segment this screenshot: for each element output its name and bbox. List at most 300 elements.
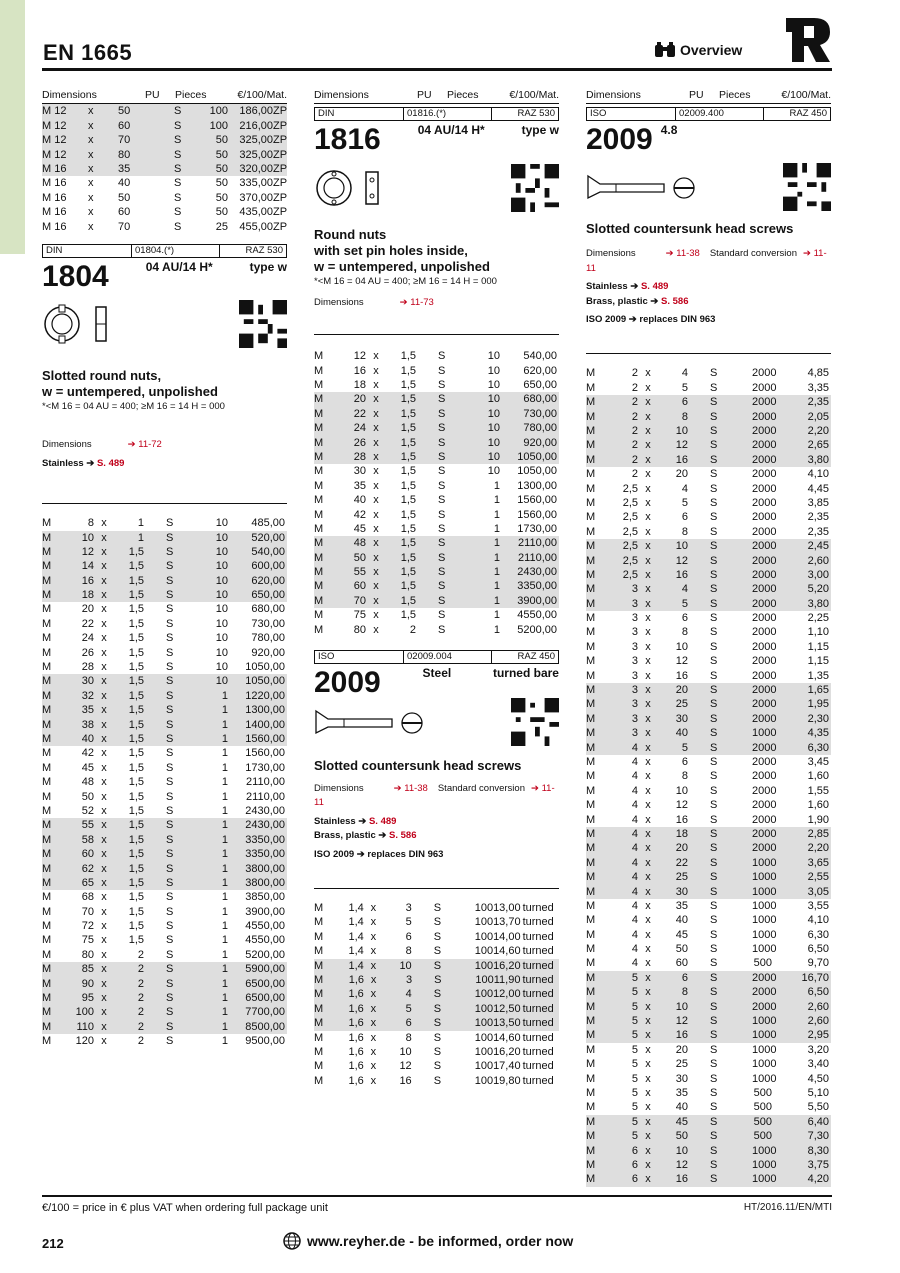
cell: 1,5 [128, 661, 144, 674]
cell: 1,6 [348, 1031, 364, 1044]
cell: M [586, 813, 596, 826]
cell: 3,00 [807, 568, 829, 581]
cell: 1 [221, 718, 228, 731]
cell: x [645, 425, 651, 437]
cell: M [42, 646, 52, 659]
cell: 2 [631, 367, 638, 380]
cell: 3 [631, 583, 638, 596]
table-row [42, 1034, 287, 1048]
cell: S [166, 1035, 174, 1048]
cell: M [586, 568, 596, 581]
cell: S [438, 393, 446, 406]
cell: x [88, 162, 94, 175]
cell: 4 [631, 755, 638, 768]
cell: x [373, 609, 379, 622]
table-row [314, 1031, 559, 1045]
cell: 1,60 [807, 770, 829, 783]
cell: ZP [273, 220, 288, 233]
cell: 2,05 [807, 410, 829, 423]
cell: S [166, 848, 174, 861]
table-row [42, 1005, 287, 1019]
cell: 10 [215, 603, 228, 616]
cell: M [314, 988, 324, 1001]
cell: 5900,00 [245, 963, 285, 976]
cell: x [88, 191, 94, 204]
cell: 75 [81, 934, 94, 947]
cell: S [166, 531, 174, 544]
dimensions-link[interactable]: ➔ 11-72 [127, 439, 162, 451]
cell: x [645, 367, 651, 380]
standard-box-2009: ISO 02009.400 RAZ 450 [586, 107, 831, 121]
cell: 42 [353, 508, 366, 521]
cell: S [710, 425, 718, 437]
cell: 2,5 [622, 568, 638, 581]
cell: 20 [675, 468, 688, 481]
cell: 1,5 [128, 862, 144, 875]
cell: S [438, 522, 446, 535]
cell: 1,5 [400, 537, 416, 550]
table-row [586, 1014, 831, 1028]
cell: 6500,00 [245, 992, 285, 1005]
cell: x [370, 916, 377, 929]
cell: S [166, 977, 174, 990]
cell: M [314, 609, 324, 622]
cell: 100 [474, 1031, 494, 1044]
cell: 58 [81, 833, 94, 846]
cell: S [166, 833, 174, 846]
cell: M [42, 1035, 52, 1048]
cell: 2000 [752, 612, 777, 625]
cell: 1 [221, 747, 228, 760]
cell: S [710, 597, 718, 610]
replaces-note: ISO 2009 ➔ replaces DIN 963 [314, 848, 444, 860]
table-row [42, 818, 287, 832]
cell: 2 [137, 992, 144, 1005]
cell: 1,6 [348, 1002, 364, 1015]
cell: 100 [474, 1017, 494, 1030]
table-row [314, 349, 559, 363]
cell: 24 [81, 632, 94, 645]
cell: 3,40 [807, 1058, 829, 1071]
cell: M [42, 560, 52, 573]
cell: M [314, 1074, 324, 1087]
table-row [42, 674, 287, 688]
stainless-link[interactable]: S. 489 [640, 281, 669, 293]
cell: 95 [81, 992, 94, 1005]
cell: x [101, 804, 107, 817]
cell: M [314, 1017, 324, 1030]
stainless-link[interactable]: S. 489 [368, 815, 397, 827]
cell: 3800,00 [245, 862, 285, 875]
cell: S [434, 974, 442, 987]
cell: 4 [681, 367, 688, 380]
product-type: type w [521, 123, 559, 138]
cell: 650,00 [251, 589, 285, 602]
cell: 1000 [752, 1173, 777, 1186]
cell: 1000 [752, 1144, 777, 1157]
cell: 1,6 [348, 1045, 364, 1058]
cell: x [373, 623, 379, 636]
cell: 2,35 [807, 525, 829, 538]
cell: x [101, 675, 107, 688]
cell: x [645, 1158, 651, 1171]
conversion-link[interactable]: ➔ 11-11 [314, 783, 555, 809]
cell: S [433, 1060, 442, 1073]
product-type: turned bare [492, 666, 559, 681]
cell: 3 [631, 655, 638, 668]
cell: x [101, 876, 107, 889]
table-row [586, 913, 831, 927]
cell: 4 [631, 885, 638, 898]
cell: 2 [631, 381, 638, 394]
cell: x [373, 580, 379, 593]
cell: 6,50 [807, 986, 829, 999]
cell: x [645, 770, 651, 783]
cell: ZP [273, 105, 288, 118]
cell: 30 [675, 885, 688, 898]
cell: 10 [215, 545, 228, 558]
cell: 5 [631, 1086, 638, 1099]
table-row [314, 392, 559, 406]
replaces-note: ISO 2009 ➔ replaces DIN 963 [586, 314, 716, 326]
cell: 1 [221, 1035, 228, 1048]
cell: 70 [81, 905, 94, 918]
cell: 3,75 [807, 1158, 829, 1171]
cell: x [645, 684, 651, 697]
cell: M [586, 842, 596, 855]
standard-box-1816: DIN 01816.(*) RAZ 530 [314, 107, 559, 121]
cell: 2,60 [807, 1015, 829, 1028]
table-row [586, 1158, 831, 1172]
cell: S [710, 468, 718, 481]
cell: 2 [631, 453, 638, 466]
cell: 5 [631, 1043, 638, 1056]
cell: 4 [681, 482, 688, 495]
table-row [42, 746, 287, 760]
stainless-link[interactable]: S. 489 [96, 457, 125, 469]
cell: 730,00 [251, 617, 285, 630]
table-row [42, 545, 287, 559]
stainless-label: Stainless ➔ [586, 281, 641, 293]
cell: x [645, 1144, 651, 1157]
cell: 1730,00 [517, 522, 557, 535]
cell: S [166, 517, 174, 530]
cell: x [373, 364, 379, 377]
cell: M [314, 1002, 324, 1015]
dimensions-link[interactable]: ➔ 11-38 [665, 248, 700, 260]
cell: 2000 [752, 554, 777, 567]
cell: 55 [81, 819, 94, 832]
table-row [42, 775, 287, 789]
cell: 1,5 [128, 574, 144, 587]
cell: 12 [675, 554, 688, 567]
cell: S [710, 626, 718, 639]
cell: 6500,00 [245, 977, 285, 990]
cell: 650,00 [523, 379, 557, 391]
cell: 8 [405, 1031, 412, 1044]
cell: 3,05 [807, 885, 829, 898]
column-1 [42, 88, 287, 1049]
cell: S [710, 1072, 718, 1085]
cell: 12 [399, 1060, 412, 1073]
cell: S [710, 511, 718, 524]
cell: x [101, 747, 107, 760]
cell: 1,5 [128, 876, 144, 889]
conversion-label: Standard conversion [437, 783, 525, 795]
cell: turned [522, 1045, 554, 1058]
cell: 1,5 [400, 465, 416, 478]
cell: 35 [353, 479, 366, 492]
website-link[interactable] [283, 1232, 573, 1250]
cell: 2000 [752, 755, 777, 768]
cell: 1 [493, 551, 500, 564]
cell: M [314, 1031, 324, 1044]
cell: turned [522, 959, 554, 972]
table-row [314, 565, 559, 579]
table-row [42, 617, 287, 631]
cell: 1000 [752, 1015, 777, 1028]
cell: S [710, 885, 718, 898]
cell: M [586, 640, 596, 653]
cell: M [314, 930, 324, 943]
table-row [586, 755, 831, 769]
qr-code-icon[interactable] [783, 163, 831, 211]
cell: 40 [353, 494, 366, 507]
cell: 2110,00 [246, 790, 285, 803]
cell: 100 [474, 959, 494, 972]
table-row [314, 930, 559, 944]
cell: 80 [118, 148, 131, 161]
qr-code-icon[interactable] [511, 698, 559, 746]
cell: 16 [675, 453, 688, 466]
cell: 8 [87, 517, 94, 530]
cell: S [166, 704, 174, 717]
cell: turned [522, 902, 554, 915]
dimensions-label: Dimensions [42, 439, 92, 451]
cell: 100 [474, 1045, 494, 1058]
cell: M [586, 943, 596, 956]
cell: 6 [681, 971, 688, 984]
cell: S [174, 105, 182, 118]
table-row [314, 436, 559, 450]
cell: M [586, 727, 596, 740]
cell: 1000 [752, 1029, 777, 1042]
cell: 5 [631, 971, 638, 984]
cell: turned [522, 1074, 554, 1087]
table-row [586, 1028, 831, 1042]
cell: 3 [631, 712, 638, 725]
cell: 5 [681, 597, 688, 610]
cell: M [586, 741, 596, 754]
cell: 2,30 [807, 712, 829, 725]
nut-drawing-icon [42, 302, 112, 346]
qr-code-icon[interactable] [511, 164, 559, 212]
cell: M [586, 482, 596, 495]
cell: M [314, 422, 324, 435]
cell: 1 [493, 580, 500, 593]
cell: 620,00 [251, 574, 285, 587]
dimensions-label: Dimensions [314, 783, 364, 795]
divider [42, 503, 287, 504]
cell: S [438, 350, 446, 363]
table-row [314, 508, 559, 522]
cell: M [42, 776, 52, 789]
cell: x [101, 632, 107, 645]
cell: 16,70 [801, 971, 829, 984]
cell: S [174, 119, 182, 132]
table-row [586, 366, 831, 380]
product-description: Round nuts [314, 227, 387, 243]
cell: 1000 [752, 1072, 777, 1085]
cell: x [645, 784, 651, 797]
cell: 16,20 [493, 1045, 521, 1058]
cell: 1,6 [348, 974, 365, 987]
cell: x [373, 393, 379, 406]
dimensions-link[interactable]: ➔ 11-38 [393, 783, 428, 795]
cell: M [586, 583, 596, 596]
cell: 48 [353, 537, 366, 550]
qr-code-icon[interactable] [239, 300, 287, 348]
cell: x [645, 612, 651, 625]
cell: 1000 [752, 943, 777, 956]
cell: 1,6 [348, 1017, 364, 1030]
cell: S [438, 609, 446, 622]
table-row [42, 790, 287, 804]
cell: 2,55 [807, 871, 829, 884]
cell: 60 [118, 119, 131, 132]
cell: x [101, 661, 107, 674]
cell: ZP [273, 162, 288, 175]
cell: 1,5 [128, 891, 144, 904]
cell: x [645, 439, 651, 452]
overview-link[interactable] [654, 42, 742, 58]
cell: 216,00 [239, 119, 273, 132]
cell: M [42, 848, 52, 861]
cell: M 16 [42, 220, 67, 233]
table-row [314, 536, 559, 550]
cell: x [645, 1115, 651, 1128]
table-row [42, 948, 287, 962]
cell: M [42, 905, 52, 918]
cell: x [645, 626, 651, 639]
cell: 4 [631, 943, 638, 956]
cell: 10 [487, 407, 500, 420]
cell: 9500,00 [245, 1035, 285, 1048]
table-row [314, 1059, 559, 1073]
table-row [314, 551, 559, 565]
cell: 48 [81, 776, 94, 789]
table-row [42, 833, 287, 847]
table-row [42, 876, 287, 890]
cell: 500 [753, 957, 772, 970]
cell: S [433, 959, 442, 972]
cell: 1560,00 [517, 508, 557, 521]
cell: x [645, 396, 651, 409]
cell: 2 [137, 963, 144, 976]
cell: 2000 [752, 799, 777, 812]
dimensions-label: Dimensions [314, 296, 364, 308]
cell: x [645, 1130, 651, 1143]
cell: 10 [487, 465, 500, 478]
cell: M [586, 655, 596, 668]
cell: x [101, 920, 107, 933]
cell: x [645, 856, 651, 869]
cell: S [166, 675, 174, 688]
cell: M [586, 899, 596, 912]
cell: 1,4 [348, 902, 364, 915]
cell: x [373, 522, 379, 535]
cell: 1,15 [807, 655, 829, 668]
product-number: 2009 [586, 123, 653, 157]
cell: x [101, 733, 107, 745]
dimensions-link[interactable]: ➔ 11-73 [399, 296, 434, 308]
cell: S [166, 992, 174, 1005]
brass-link[interactable]: S. 586 [661, 295, 689, 307]
cell: x [101, 776, 107, 789]
cell: 72 [81, 920, 94, 933]
cell: 8 [681, 525, 688, 538]
table-row [586, 856, 831, 870]
cell: x [645, 597, 651, 610]
table-row [586, 683, 831, 697]
cell: S [438, 436, 446, 449]
cell: 3 [405, 902, 412, 915]
cell: 1 [221, 833, 228, 846]
cell: 1,5 [400, 479, 416, 492]
cell: S [710, 842, 718, 855]
cell: S [710, 827, 718, 840]
cell: S [710, 1086, 718, 1099]
cell: 2000 [752, 396, 777, 409]
cell: 1,5 [400, 350, 416, 363]
cell: S [433, 1031, 442, 1044]
table-row [314, 623, 559, 637]
conversion-link[interactable]: ➔ 11-11 [586, 248, 827, 274]
table-row [314, 464, 559, 478]
cell: 12 [675, 1158, 688, 1171]
cell: x [101, 531, 107, 544]
cell: M [314, 436, 324, 449]
table-top [42, 104, 287, 234]
cell: 1,5 [128, 617, 144, 630]
cell: 1 [493, 537, 500, 550]
cell: M [586, 367, 596, 380]
cell: 3,20 [807, 1043, 829, 1056]
cell: 1000 [752, 928, 777, 941]
cell: M [42, 819, 52, 832]
cell: S [710, 1029, 718, 1042]
brass-link[interactable]: S. 586 [389, 830, 417, 842]
cell: 2000 [752, 986, 777, 999]
cell: 12 [81, 545, 94, 558]
cell: 2000 [752, 381, 777, 394]
cell: 38 [81, 718, 94, 731]
column-3 [586, 88, 831, 1187]
product-spec: 4.8 [660, 123, 678, 138]
table-row [586, 597, 831, 611]
cell: M [586, 784, 596, 797]
cell: 1,5 [128, 790, 144, 803]
cell: 3350,00 [517, 580, 557, 593]
cell: 2 [137, 1020, 144, 1033]
cell: 500 [753, 1101, 772, 1114]
cell: M [586, 799, 596, 812]
cell: 1 [221, 1020, 228, 1033]
cell: S [166, 689, 174, 702]
cell: 4 [631, 914, 638, 927]
cell: M [586, 453, 596, 466]
cell: 50 [215, 177, 228, 190]
